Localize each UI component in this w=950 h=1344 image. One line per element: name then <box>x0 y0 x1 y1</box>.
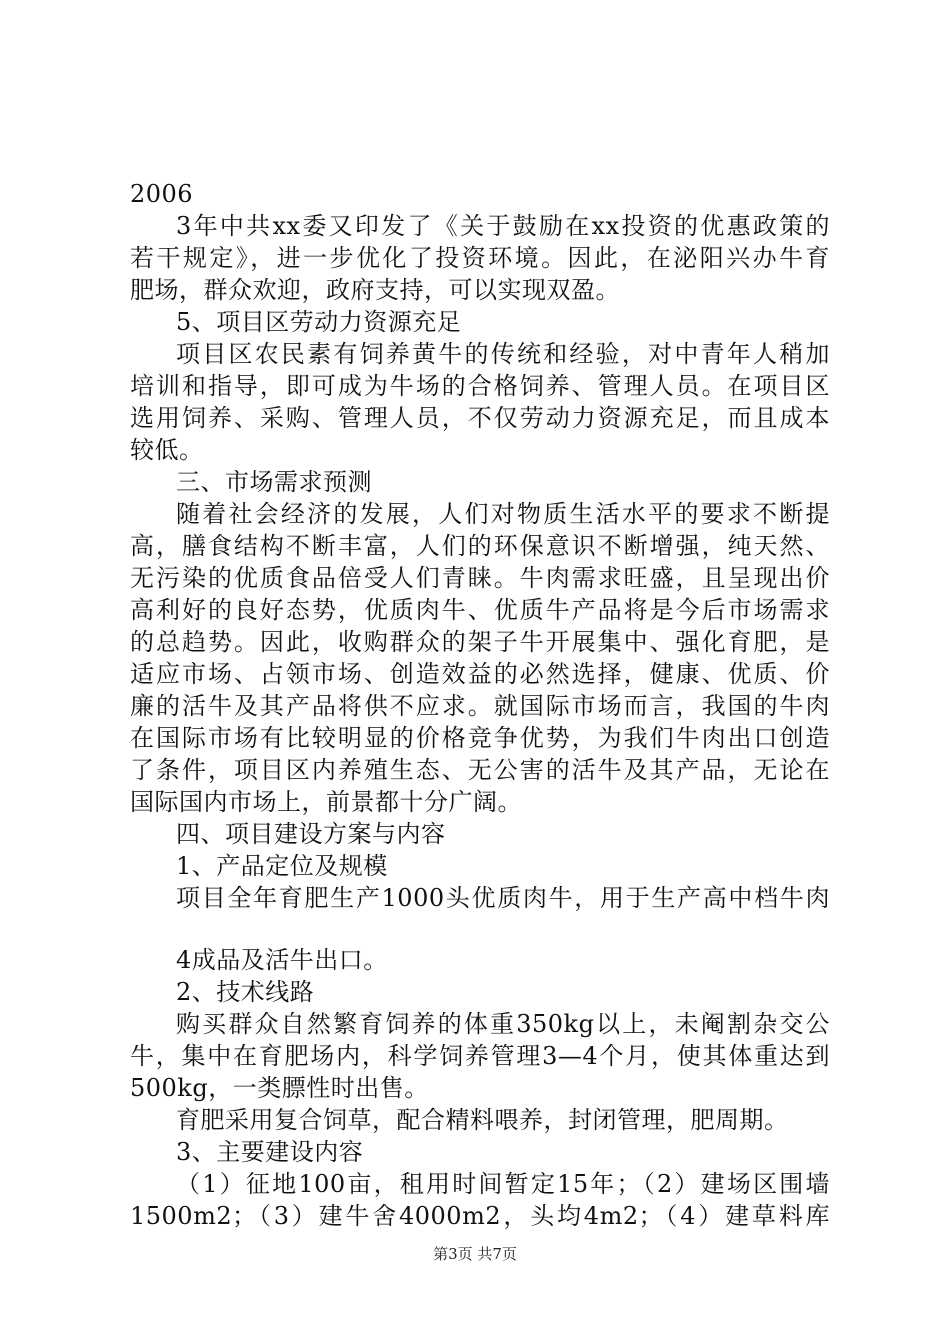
text-line: 4成品及活牛出口。 <box>176 946 388 974</box>
text-line: 高利好的良好态势，优质肉牛、优质牛产品将是今后市场需求 <box>130 596 830 624</box>
text-line: 2006 <box>130 180 194 208</box>
text-line: 廉的活牛及其产品将供不应求。就国际市场而言，我国的牛肉 <box>130 692 830 720</box>
text-line: 购买群众自然繁育饲养的体重350kg以上，未阉割杂交公 <box>176 1010 830 1038</box>
text-line: 育肥采用复合饲草，配合精料喂养，封闭管理，肥周期。 <box>176 1106 789 1134</box>
text-line: 项目全年育肥生产1000头优质肉牛，用于生产高中档牛肉 <box>176 884 830 912</box>
text-line: 500kg，一类膘性时出售。 <box>130 1074 429 1102</box>
section-heading: 三、市场需求预测 <box>176 468 372 496</box>
text-line: 肥场，群众欢迎，政府支持，可以实现双盈。 <box>130 276 620 304</box>
text-line: 选用饲养、采购、管理人员，不仅劳动力资源充足，而且成本 <box>130 404 830 432</box>
text-line: 在国际市场有比较明显的价格竞争优势，为我们牛肉出口创造 <box>130 724 830 752</box>
text-line: 牛，集中在育肥场内，科学饲养管理3—4个月，使其体重达到 <box>130 1042 830 1070</box>
text-line: 培训和指导，即可成为牛场的合格饲养、管理人员。在项目区 <box>130 372 830 400</box>
text-line: 适应市场、占领市场、创造效益的必然选择，健康、优质、价 <box>130 660 830 688</box>
text-line: 国际国内市场上，前景都十分广阔。 <box>130 788 522 816</box>
text-line: 的总趋势。因此，收购群众的架子牛开展集中、强化育肥，是 <box>130 628 830 656</box>
text-line: 3年中共xx委又印发了《关于鼓励在xx投资的优惠政策的 <box>176 212 830 240</box>
text-line: （1）征地100亩，租用时间暂定15年；（2）建场区围墙 <box>176 1170 830 1198</box>
text-line: 较低。 <box>130 436 204 464</box>
page-footer: 第3页 共7页 <box>433 1245 517 1263</box>
section-heading: 2、技术线路 <box>176 978 315 1006</box>
text-line: 随着社会经济的发展，人们对物质生活水平的要求不断提 <box>176 500 830 528</box>
section-heading: 1、产品定位及规模 <box>176 852 388 880</box>
text-line: 项目区农民素有饲养黄牛的传统和经验，对中青年人稍加 <box>176 340 830 368</box>
text-line: 了条件，项目区内养殖生态、无公害的活牛及其产品，无论在 <box>130 756 830 784</box>
text-line: 无污染的优质食品倍受人们青睐。牛肉需求旺盛，且呈现出价 <box>130 564 830 592</box>
section-heading: 3、主要建设内容 <box>176 1138 364 1166</box>
text-line: 1500m2；（3）建牛舍4000m2，头均4m2；（4）建草料库 <box>130 1202 830 1230</box>
text-line: 若干规定》，进一步优化了投资环境。因此，在泌阳兴办牛育 <box>130 244 830 272</box>
section-heading: 5、项目区劳动力资源充足 <box>176 308 462 336</box>
section-heading: 四、项目建设方案与内容 <box>176 820 446 848</box>
text-line: 高，膳食结构不断丰富，人们的环保意识不断增强，纯天然、 <box>130 532 830 560</box>
